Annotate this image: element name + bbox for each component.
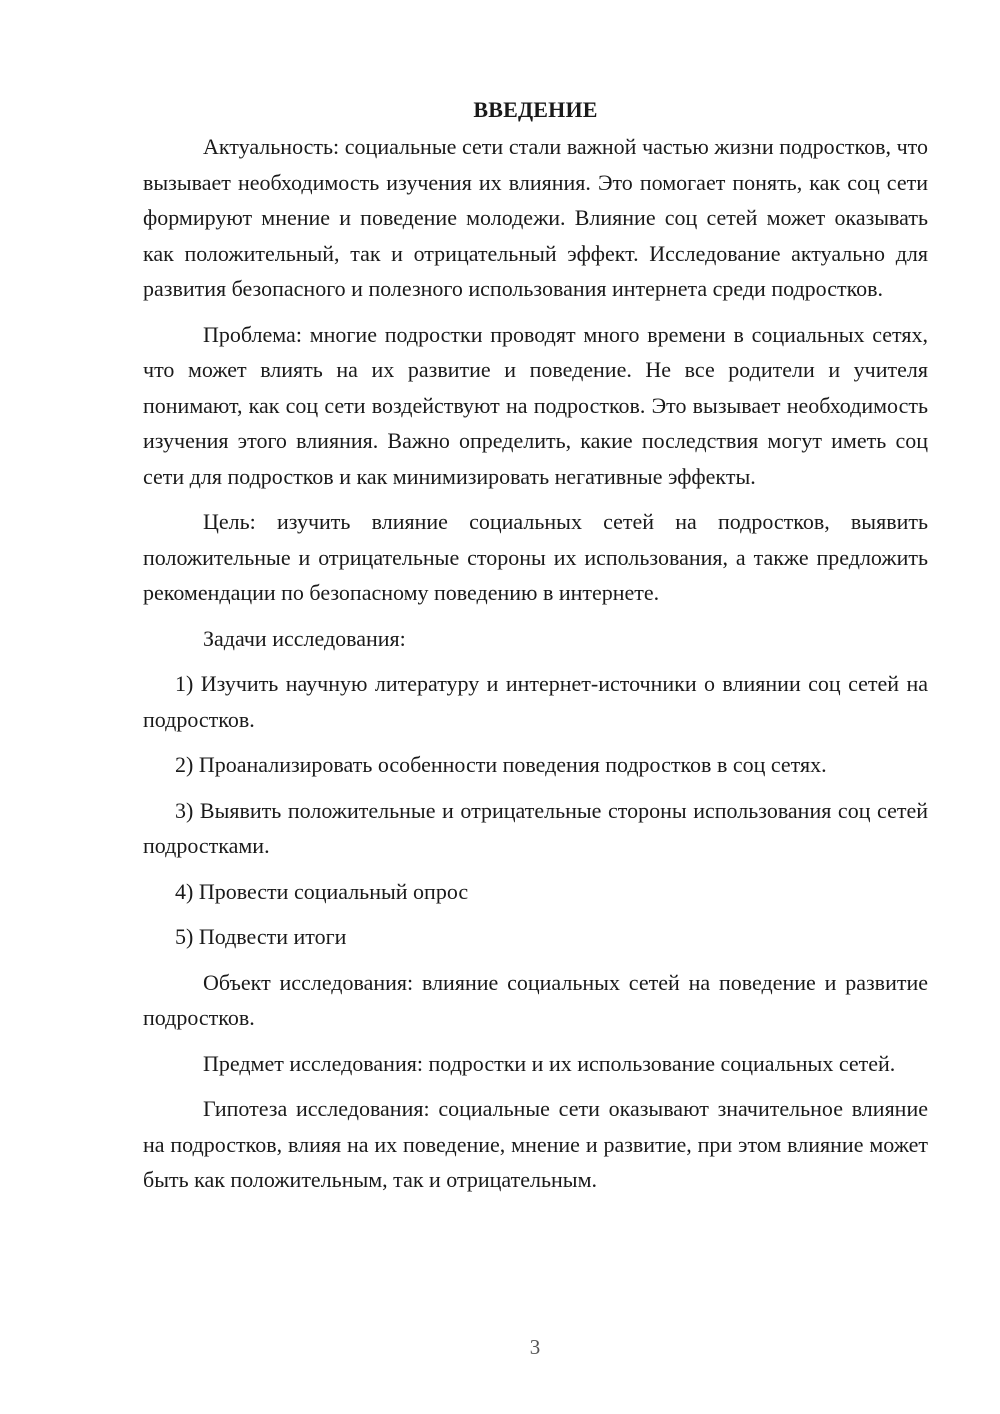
paragraph-object: Объект исследования: влияние социальных сетей на поведение и развитие подростков. [143, 969, 928, 1030]
task-item-1: 1) Изучить научную литературу и интернет-источники о влиянии соц сетей на подростков. [143, 671, 928, 732]
page-number: 3 [529, 1335, 541, 1359]
task-item-2: 2) Проанализировать особенности поведения подростков в соц сетях. [175, 752, 827, 777]
paragraph-hypothesis: Гипотеза исследования: социальные сети оказывают значительное влияние на подростков, влияя на их поведение, мнение и развитие, при этом влияние может быть как положительным, так и отрицательным. [143, 1096, 928, 1192]
section-title: ВВЕДЕНИЕ [473, 97, 598, 122]
task-item-5: 5) Подвести итоги [175, 924, 347, 949]
paragraph-goal: Цель: изучить влияние социальных сетей на подростков, выявить положительные и отрицательные стороны их использования, а также предложить рекомендации по безопасному поведению в интернете. [143, 509, 928, 605]
paragraph-tasks-heading: Задачи исследования: [203, 625, 406, 651]
paragraph-problem: Проблема: многие подростки проводят много времени в социальных сетях, что может влиять на их развитие и поведение. Не все родители и учителя понимают, как соц сети воздействуют на подростков. Это вызывает необходимость изучения этого влияния. Важно определить, какие последствия могут иметь соц сети для подростков и как минимизировать негативные эффекты. [143, 321, 928, 489]
paragraph-subject: Предмет исследования: подростки и их использование социальных сетей. [203, 1050, 896, 1076]
paragraph-relevance: Актуальность: социальные сети стали важной частью жизни подростков, что вызывает необходимость изучения их влияния. Это помогает понять, как соц сети формируют мнение и поведение молодежи. Влияние соц сетей может оказывать как положительный, так и отрицательный эффект. Исследование актуально для развития безопасного и полезного использования интернета среди подростков. [143, 134, 928, 301]
task-item-4: 4) Провести социальный опрос [175, 878, 469, 904]
task-item-3: 3) Выявить положительные и отрицательные стороны использования соц сетей подростками. [143, 797, 928, 858]
page-content [143, 95, 928, 1208]
